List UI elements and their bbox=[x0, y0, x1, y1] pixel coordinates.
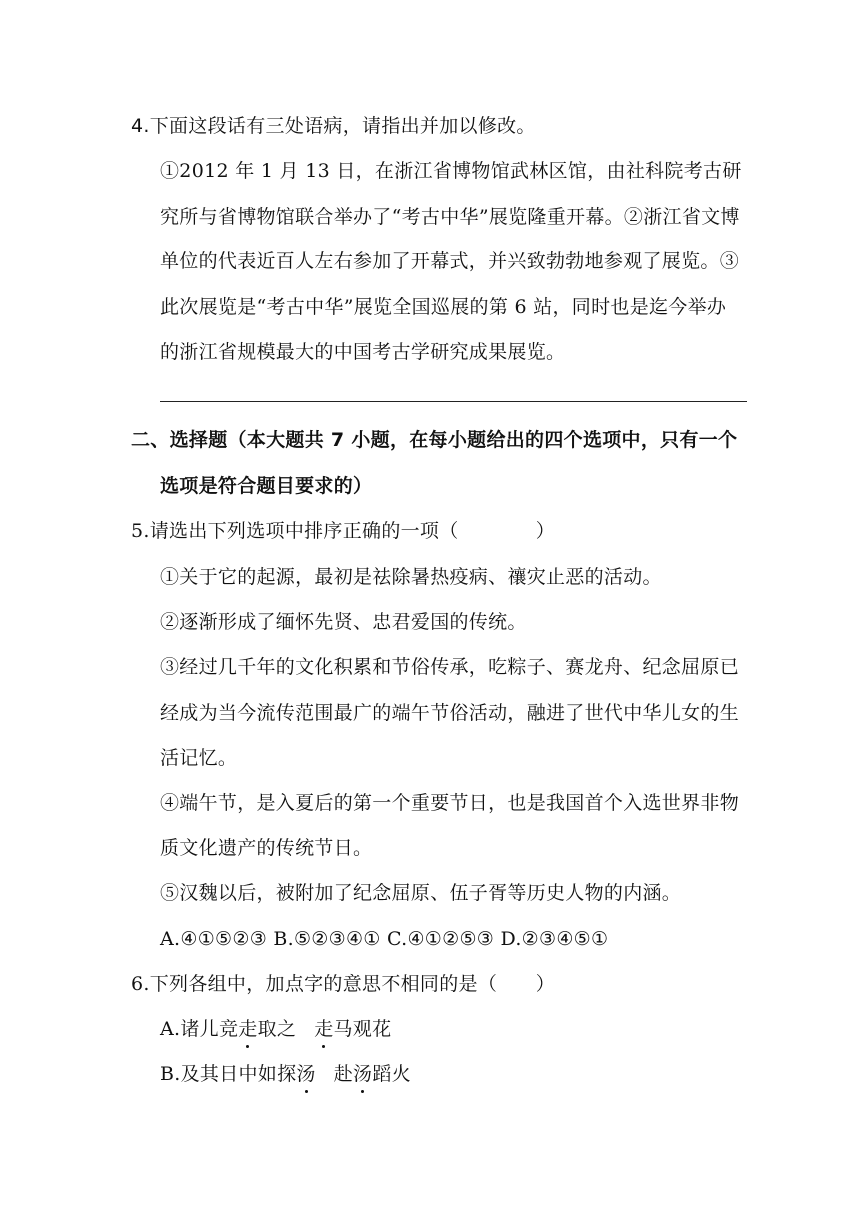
q5-line-7: 质文化遗产的传统节日。 bbox=[160, 837, 373, 859]
q6-a-dotted-char-1: 走 bbox=[238, 1018, 258, 1040]
q5-line-8: ⑤汉魏以后，被附加了纪念屈原、伍子胥等历史人物的内涵。 bbox=[160, 882, 682, 904]
q6-option-a bbox=[160, 1016, 391, 1042]
q6-b-mid: 赴 bbox=[333, 1063, 354, 1085]
q4-line-4: 此次展览是“考古中华”展览全国巡展的第 6 站，同时也是迄今举办 bbox=[160, 296, 727, 318]
section-heading-line-1: 二、选择题（本大题共 7 小题，在每小题给出的四个选项中，只有一个 bbox=[131, 429, 738, 451]
q6-a-prefix: A.诸儿竞 bbox=[160, 1018, 239, 1040]
q5-line-4: 经成为当今流传范围最广的端午节俗活动，融进了世代中华儿女的生 bbox=[160, 702, 740, 724]
q6-a-suffix: 马观花 bbox=[333, 1018, 392, 1040]
q6-stem: 6.下列各组中，加点字的意思不相同的是（ ） bbox=[131, 973, 556, 995]
q6-b-dotted-char-1: 汤 bbox=[296, 1063, 316, 1085]
q6-b-suffix: 蹈火 bbox=[372, 1063, 411, 1085]
q6-option-b bbox=[160, 1061, 411, 1087]
q5-line-6: ④端午节，是入夏后的第一个重要节日，也是我国首个入选世界非物 bbox=[160, 792, 740, 814]
q6-a-dotted-char-2: 走 bbox=[314, 1018, 334, 1040]
q5-line-5: 活记忆。 bbox=[160, 747, 238, 769]
q5-stem: 5.请选出下列选项中排序正确的一项（ ） bbox=[131, 520, 556, 542]
q4-line-3: 单位的代表近百人左右参加了开幕式，并兴致勃勃地参观了展览。③ bbox=[160, 250, 740, 272]
answer-blank-line bbox=[160, 401, 747, 402]
q5-line-1: ①关于它的起源，最初是祛除暑热疫病、禳灾止恶的活动。 bbox=[160, 566, 662, 588]
q5-line-2: ②逐渐形成了缅怀先贤、忠君爱国的传统。 bbox=[160, 611, 527, 633]
q5-line-3: ③经过几千年的文化积累和节俗传承，吃粽子、赛龙舟、纪念屈原已 bbox=[160, 656, 740, 678]
q4-line-5: 的浙江省规模最大的中国考古学研究成果展览。 bbox=[160, 341, 566, 363]
q6-b-dotted-char-2: 汤 bbox=[353, 1063, 373, 1085]
q4-line-1: ①2012 年 1 月 13 日，在浙江省博物馆武林区馆，由社科院考古研 bbox=[160, 160, 742, 182]
q6-b-prefix: B.及其日中如探 bbox=[160, 1063, 297, 1085]
q5-options: A.④①⑤②③ B.⑤②③④① C.④①②⑤③ D.②③④⑤① bbox=[160, 928, 609, 950]
q6-a-mid: 取之 bbox=[257, 1018, 297, 1040]
q4-title: 4.下面这段话有三处语病，请指出并加以修改。 bbox=[131, 115, 536, 137]
q4-line-2: 究所与省博物馆联合举办了“考古中华”展览隆重开幕。②浙江省文博 bbox=[160, 206, 740, 228]
section-heading-line-2: 选项是符合题目要求的） bbox=[160, 475, 373, 497]
